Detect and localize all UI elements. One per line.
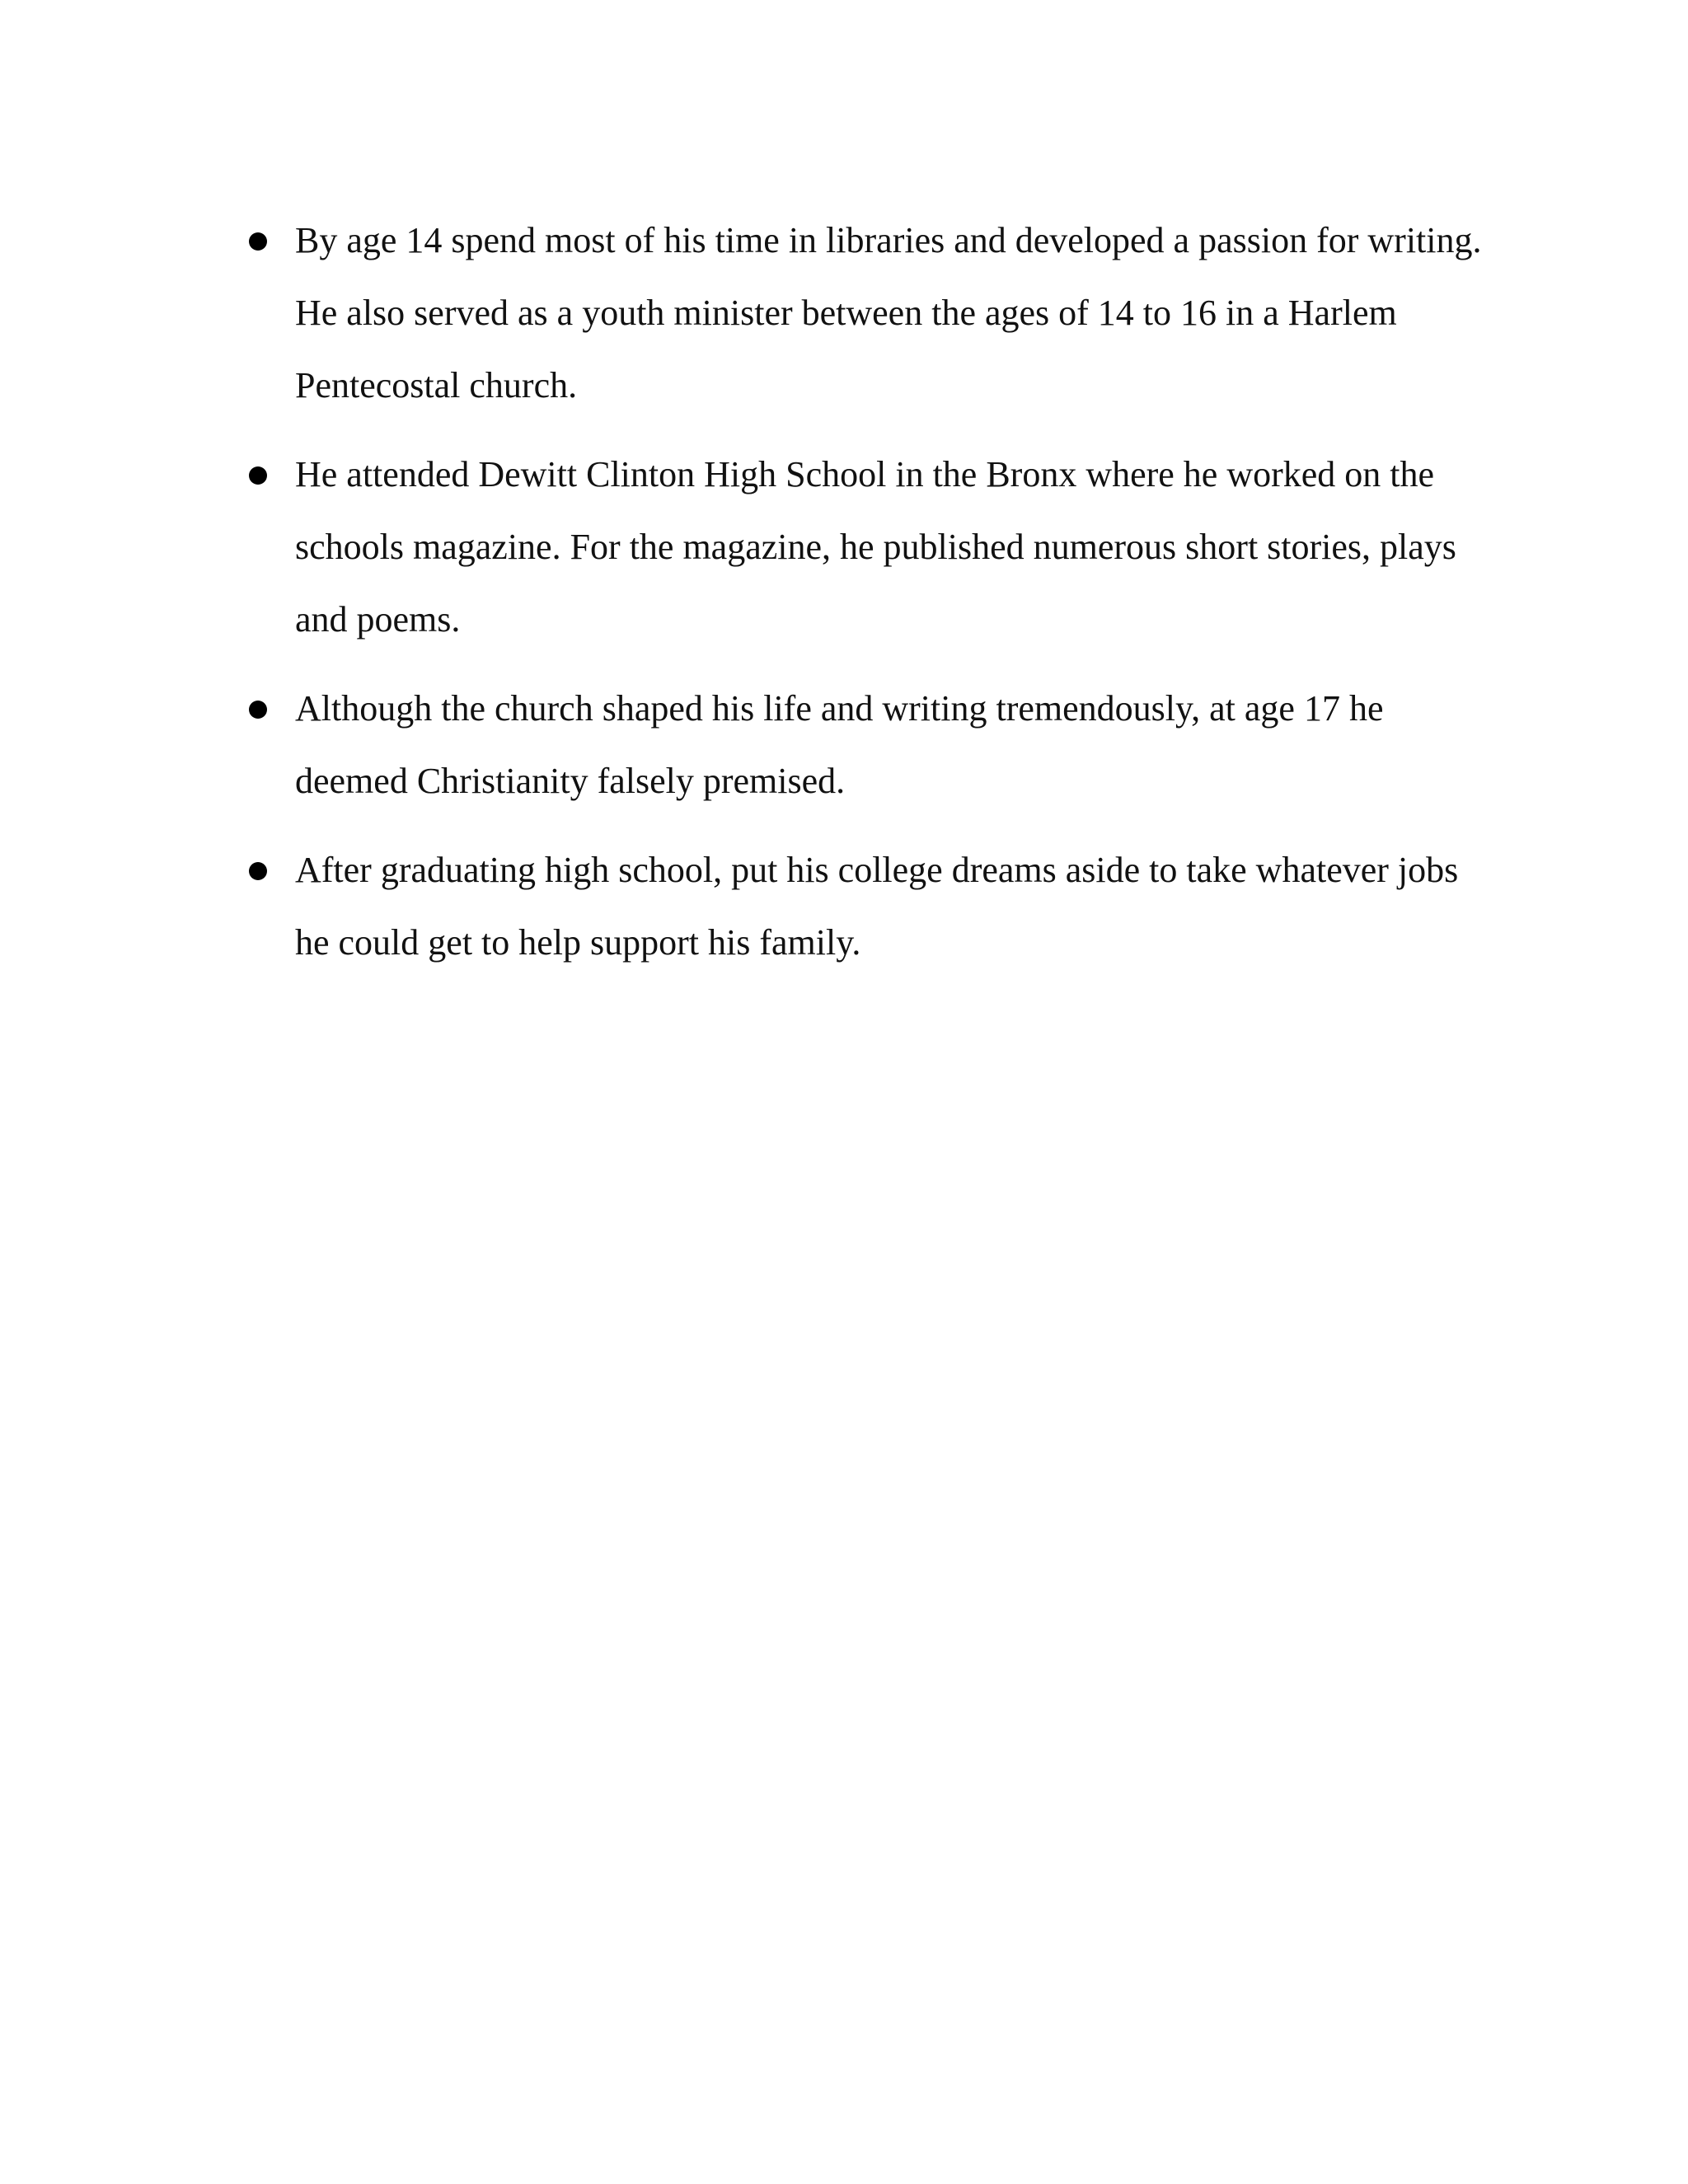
list-item [244,438,1497,656]
list-item [244,834,1497,979]
list-item-text: After graduating high school, put his college dreams aside to take whatever jobs he could get to help support his family. [295,850,1459,963]
bullet-icon [249,466,267,485]
list-item [244,204,1497,422]
bullet-list [244,204,1497,996]
bullet-icon [249,701,267,719]
list-item-text: He attended Dewitt Clinton High School in the Bronx where he worked on the schools magazine. For the magazine, he published numerous short stories, plays and poems. [295,454,1456,640]
list-item-text: Although the church shaped his life and writing tremendously, at age 17 he deemed Christianity falsely premised. [295,688,1384,801]
list-item [244,673,1497,818]
bullet-icon [249,862,267,880]
list-item-text: By age 14 spend most of his time in libraries and developed a passion for writing. He also served as a youth minister between the ages of 14 to 16 in a Harlem Pentecostal church. [295,220,1482,405]
bullet-icon [249,232,267,251]
